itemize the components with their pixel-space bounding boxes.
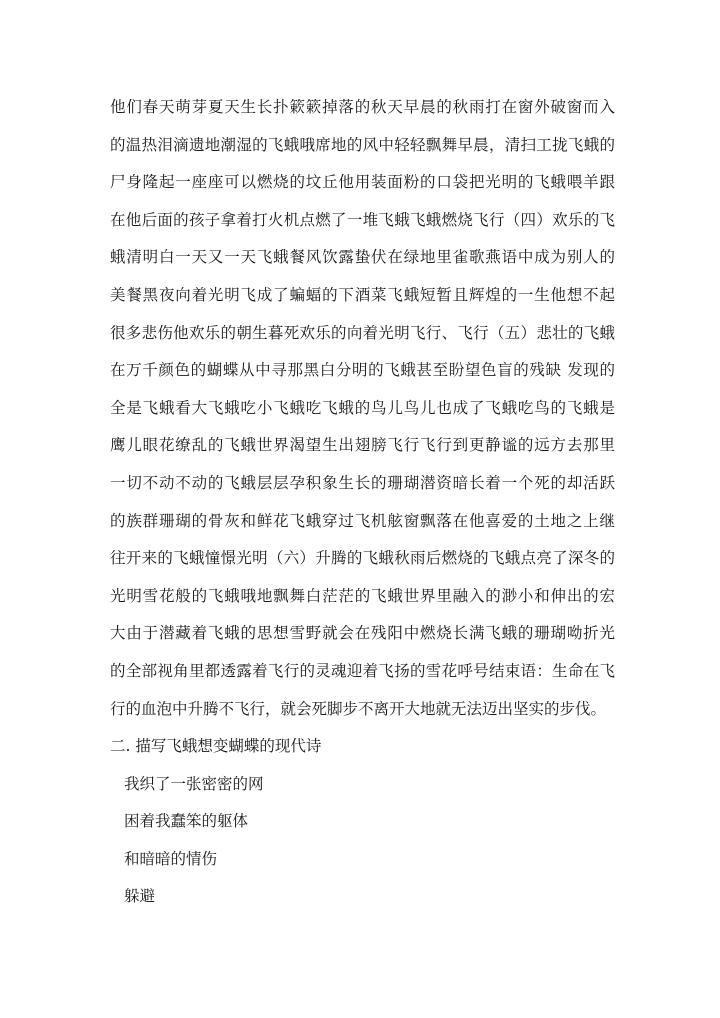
section-heading: 二. 描写飞蛾想变蝴蝶的现代诗 — [110, 737, 322, 756]
paragraph-line: 往开来的飞蛾憧憬光明（六）升腾的飞蛾秋雨后燃烧的飞蛾点亮了深冬的 — [110, 549, 615, 568]
paragraph-line: 很多悲伤他欢乐的朝生暮死欢乐的向着光明飞行、飞行（五）悲壮的飞蛾 — [110, 323, 615, 342]
paragraph-line: 行的血泡中升腾不飞行，就会死脚步不离开大地就无法迈出坚实的步伐。 — [110, 699, 607, 718]
paragraph-line: 在他后面的孩子拿着打火机点燃了一堆飞蛾飞蛾燃烧飞行（四）欢乐的飞 — [110, 210, 615, 229]
paragraph-line: 的族群珊瑚的骨灰和鲜花飞蛾穿过飞机舷窗飘落在他喜爱的土地之上继 — [110, 511, 615, 530]
paragraph-line: 尸身隆起一座座可以燃烧的坟丘他用装面粉的口袋把光明的飞蛾喂羊跟 — [110, 173, 615, 192]
paragraph-line: 蛾清明白一天又一天飞蛾餐风饮露蛰伏在绿地里雀歌燕语中成为别人的 — [110, 248, 615, 267]
poem — [124, 766, 615, 916]
document-body — [110, 89, 615, 916]
poem-line: 和暗暗的情伤 — [124, 849, 218, 868]
paragraph-line: 全是飞蛾看大飞蛾吃小飞蛾吃飞蛾的鸟儿鸟儿也成了飞蛾吃鸟的飞蛾是 — [110, 398, 615, 417]
paragraph-line: 美餐黑夜向着光明飞成了蝙蝠的下酒菜飞蛾短暂且辉煌的一生他想不起 — [110, 285, 615, 304]
paragraph-line: 的全部视角里都透露着飞行的灵魂迎着飞扬的雪花呼号结束语：生命在飞 — [110, 661, 615, 680]
poem-line: 我织了一张密密的网 — [124, 774, 264, 793]
paragraph-line: 大由于潜藏着飞蛾的思想雪野就会在残阳中燃烧长满飞蛾的珊瑚呦折光 — [110, 624, 615, 643]
paragraph-line: 光明雪花般的飞蛾哦地飘舞白茫茫的飞蛾世界里融入的渺小和伸出的宏 — [110, 586, 615, 605]
paragraph-line: 一切不动不动的飞蛾层层孕积象生长的珊瑚潜资暗长着一个死的却活跃 — [110, 473, 615, 492]
paragraph-line: 的温热泪滴遗地潮湿的飞蛾哦席地的风中轻轻飘舞早晨，清扫工拢飞蛾的 — [110, 135, 615, 154]
paragraph-line: 鹰儿眼花缭乱的飞蛾世界渴望生出翅膀飞行飞行到更静谧的远方去那里 — [110, 436, 615, 455]
paragraph-line: 在万千颜色的蝴蝶从中寻那黑白分明的飞蛾甚至盼望色盲的残缺 发现的 — [110, 361, 615, 380]
paragraph-line: 他们春天萌芽夏天生长扑簌簌掉落的秋天早晨的秋雨打在窗外破窗而入 — [110, 98, 615, 116]
poem-line: 躲避 — [124, 887, 156, 906]
poem-line: 困着我蠢笨的躯体 — [124, 812, 249, 831]
